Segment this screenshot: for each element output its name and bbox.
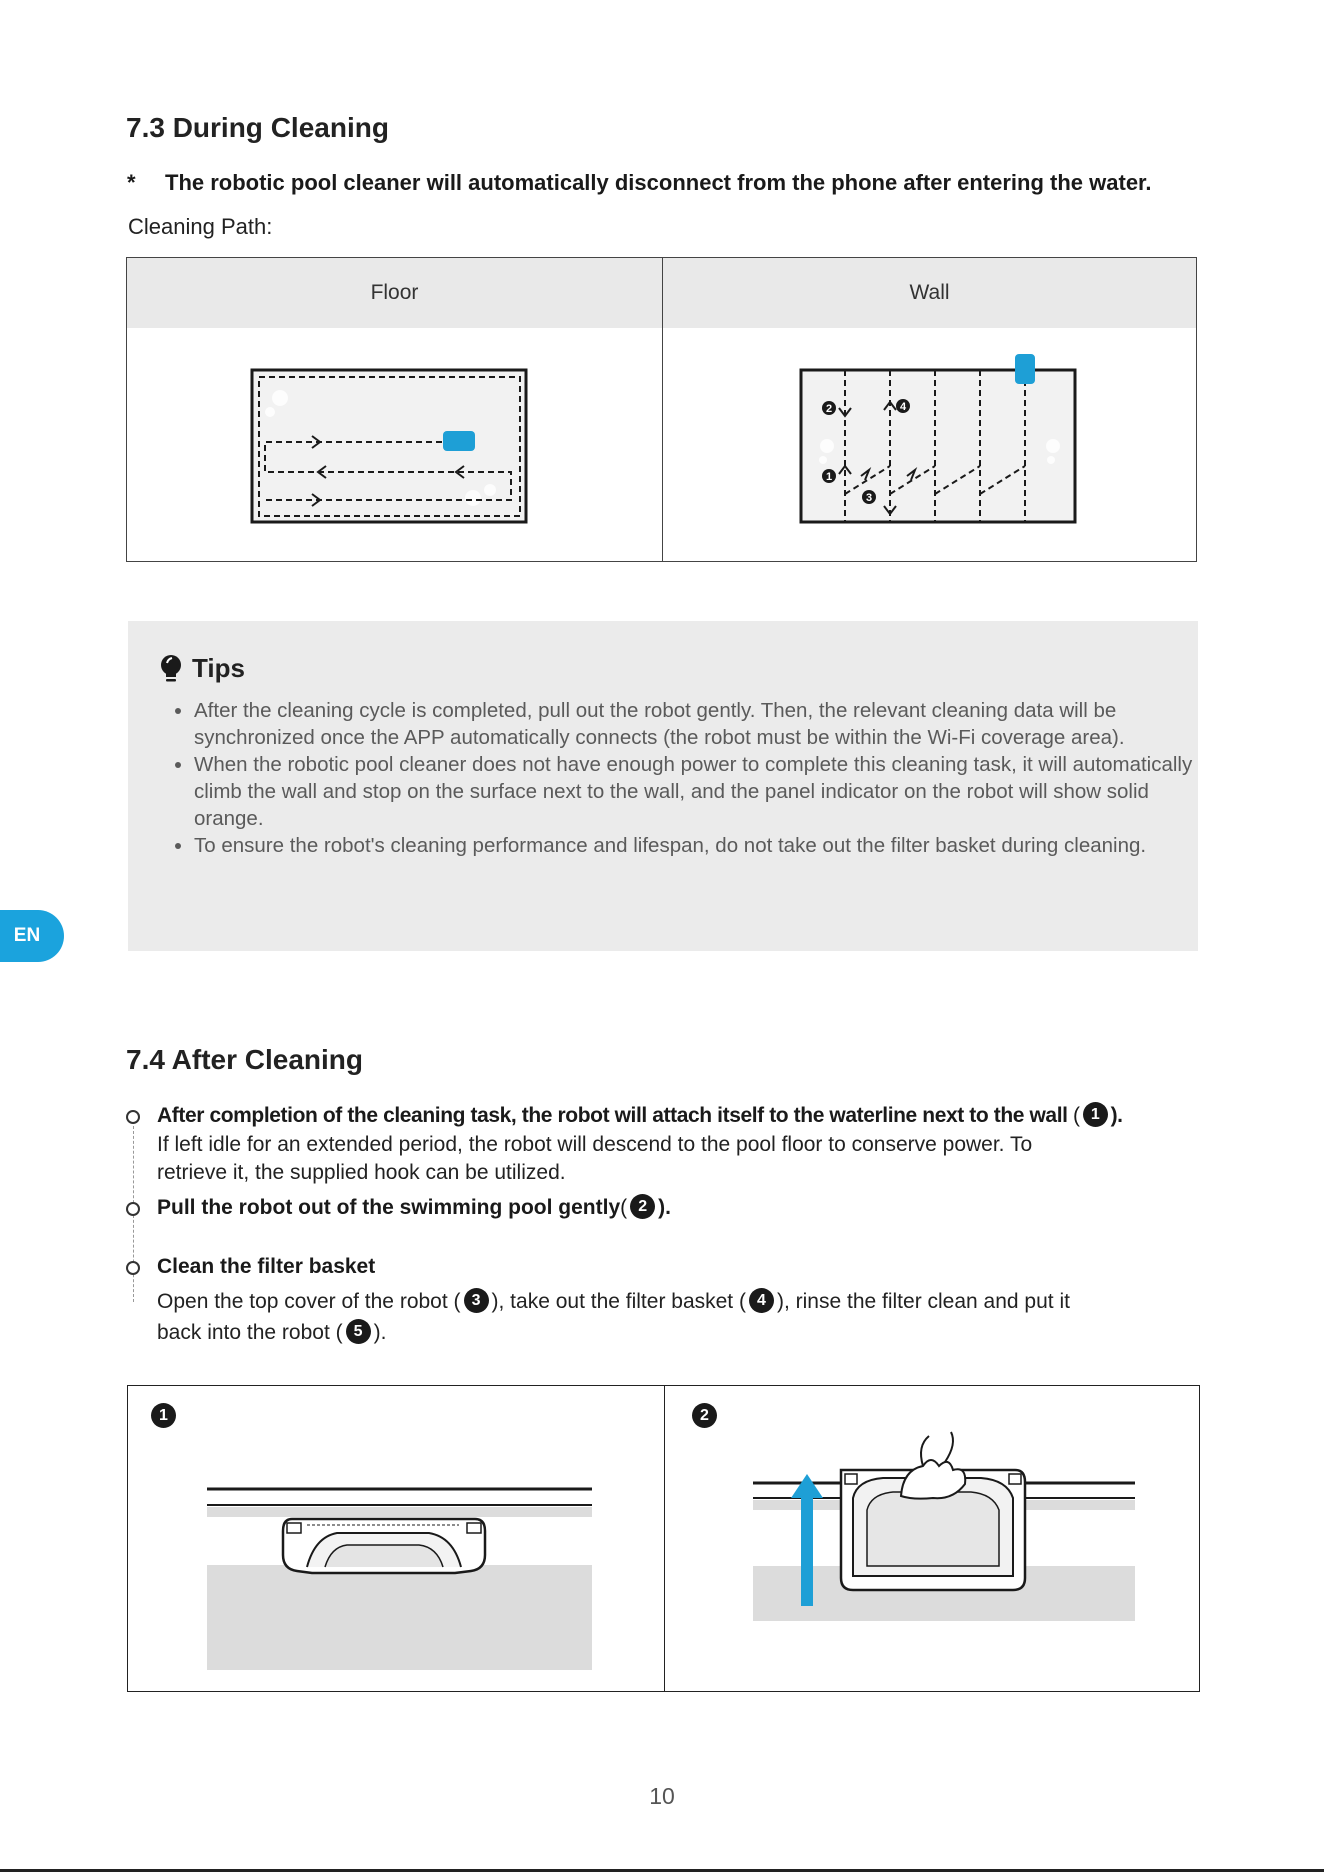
- figure-2-number: 2: [692, 1403, 717, 1428]
- tips-box: [128, 621, 1198, 951]
- section-title-after-cleaning: 7.4 After Cleaning: [126, 1044, 364, 1075]
- tips-title: Tips: [192, 653, 245, 683]
- language-tab: EN: [0, 910, 64, 962]
- robot-at-waterline-illustration: [207, 1487, 592, 1677]
- step3-description: Open the top cover of the robot ( 3 ), take out the filter basket ( 4 ), rinse the filter clean and put it back into the robot ( 5 ).: [157, 1286, 1070, 1348]
- section-title-during-cleaning: 7.3 During Cleaning: [126, 112, 389, 143]
- wall-marker-1: 1: [825, 471, 833, 483]
- floor-header: Floor: [127, 258, 662, 328]
- wall-path-diagram: [799, 354, 1079, 530]
- floor-path-diagram: [250, 368, 530, 528]
- step1-description: If left idle for an extended period, the robot will descend to the pool floor to conserve power. To retrieve it, the supplied hook can be utilized.: [157, 1133, 1033, 1184]
- wall-marker-2: 2: [825, 403, 833, 415]
- step-dot: [126, 1202, 140, 1216]
- lightbulb-icon: [158, 654, 184, 684]
- page-number: 10: [649, 1783, 675, 1809]
- step3-title: Clean the filter basket: [157, 1255, 376, 1278]
- wall-header: Wall: [663, 258, 1196, 328]
- figure-2: [665, 1386, 1198, 1691]
- tip-item: • When the robotic pool cleaner does not have enough power to complete this cleaning task, it will automatically climb the wall and stop on the surface next to the wall, and the panel indicator on the robot will show solid orange.: [194, 751, 1194, 832]
- tip-item: • To ensure the robot's cleaning performance and lifespan, do not take out the filter basket during cleaning.: [194, 832, 1194, 859]
- figure-1-number: 1: [151, 1403, 176, 1428]
- cleaning-path-label: Cleaning Path:: [128, 214, 273, 239]
- pulling-robot-out-illustration: [753, 1426, 1135, 1621]
- tips-list: [164, 697, 1194, 859]
- after-cleaning-figures: [127, 1385, 1200, 1692]
- step3-number-5: 5: [346, 1319, 371, 1344]
- tips-heading: [158, 653, 245, 684]
- note-text: The robotic pool cleaner will automatically disconnect from the phone after entering the water.: [165, 170, 1152, 195]
- cleaning-path-table: [126, 257, 1197, 562]
- step-dot: [126, 1110, 140, 1124]
- step3-number-4: 4: [749, 1288, 774, 1313]
- step1-number: 1: [1083, 1102, 1108, 1127]
- wall-marker-3: 3: [865, 492, 873, 504]
- step3-number-3: 3: [464, 1288, 489, 1313]
- step2-title: Pull the robot out of the swimming pool gently( 2 ).: [157, 1196, 671, 1221]
- wall-marker-4: 4: [899, 401, 907, 413]
- floor-column: [127, 258, 663, 561]
- step2-number: 2: [630, 1194, 655, 1219]
- note: [127, 170, 1152, 196]
- step1-title: After completion of the cleaning task, the robot will attach itself to the waterline next to the wall ( 1 ).: [157, 1104, 1123, 1129]
- step-dot: [126, 1261, 140, 1275]
- tip-item: • After the cleaning cycle is completed, pull out the robot gently. Then, the relevant cleaning data will be synchronized once the APP automatically connects (the robot must be within the Wi-Fi coverage area).: [194, 697, 1194, 751]
- figure-1: [128, 1386, 665, 1691]
- wall-column: [663, 258, 1196, 561]
- note-marker: *: [127, 170, 136, 195]
